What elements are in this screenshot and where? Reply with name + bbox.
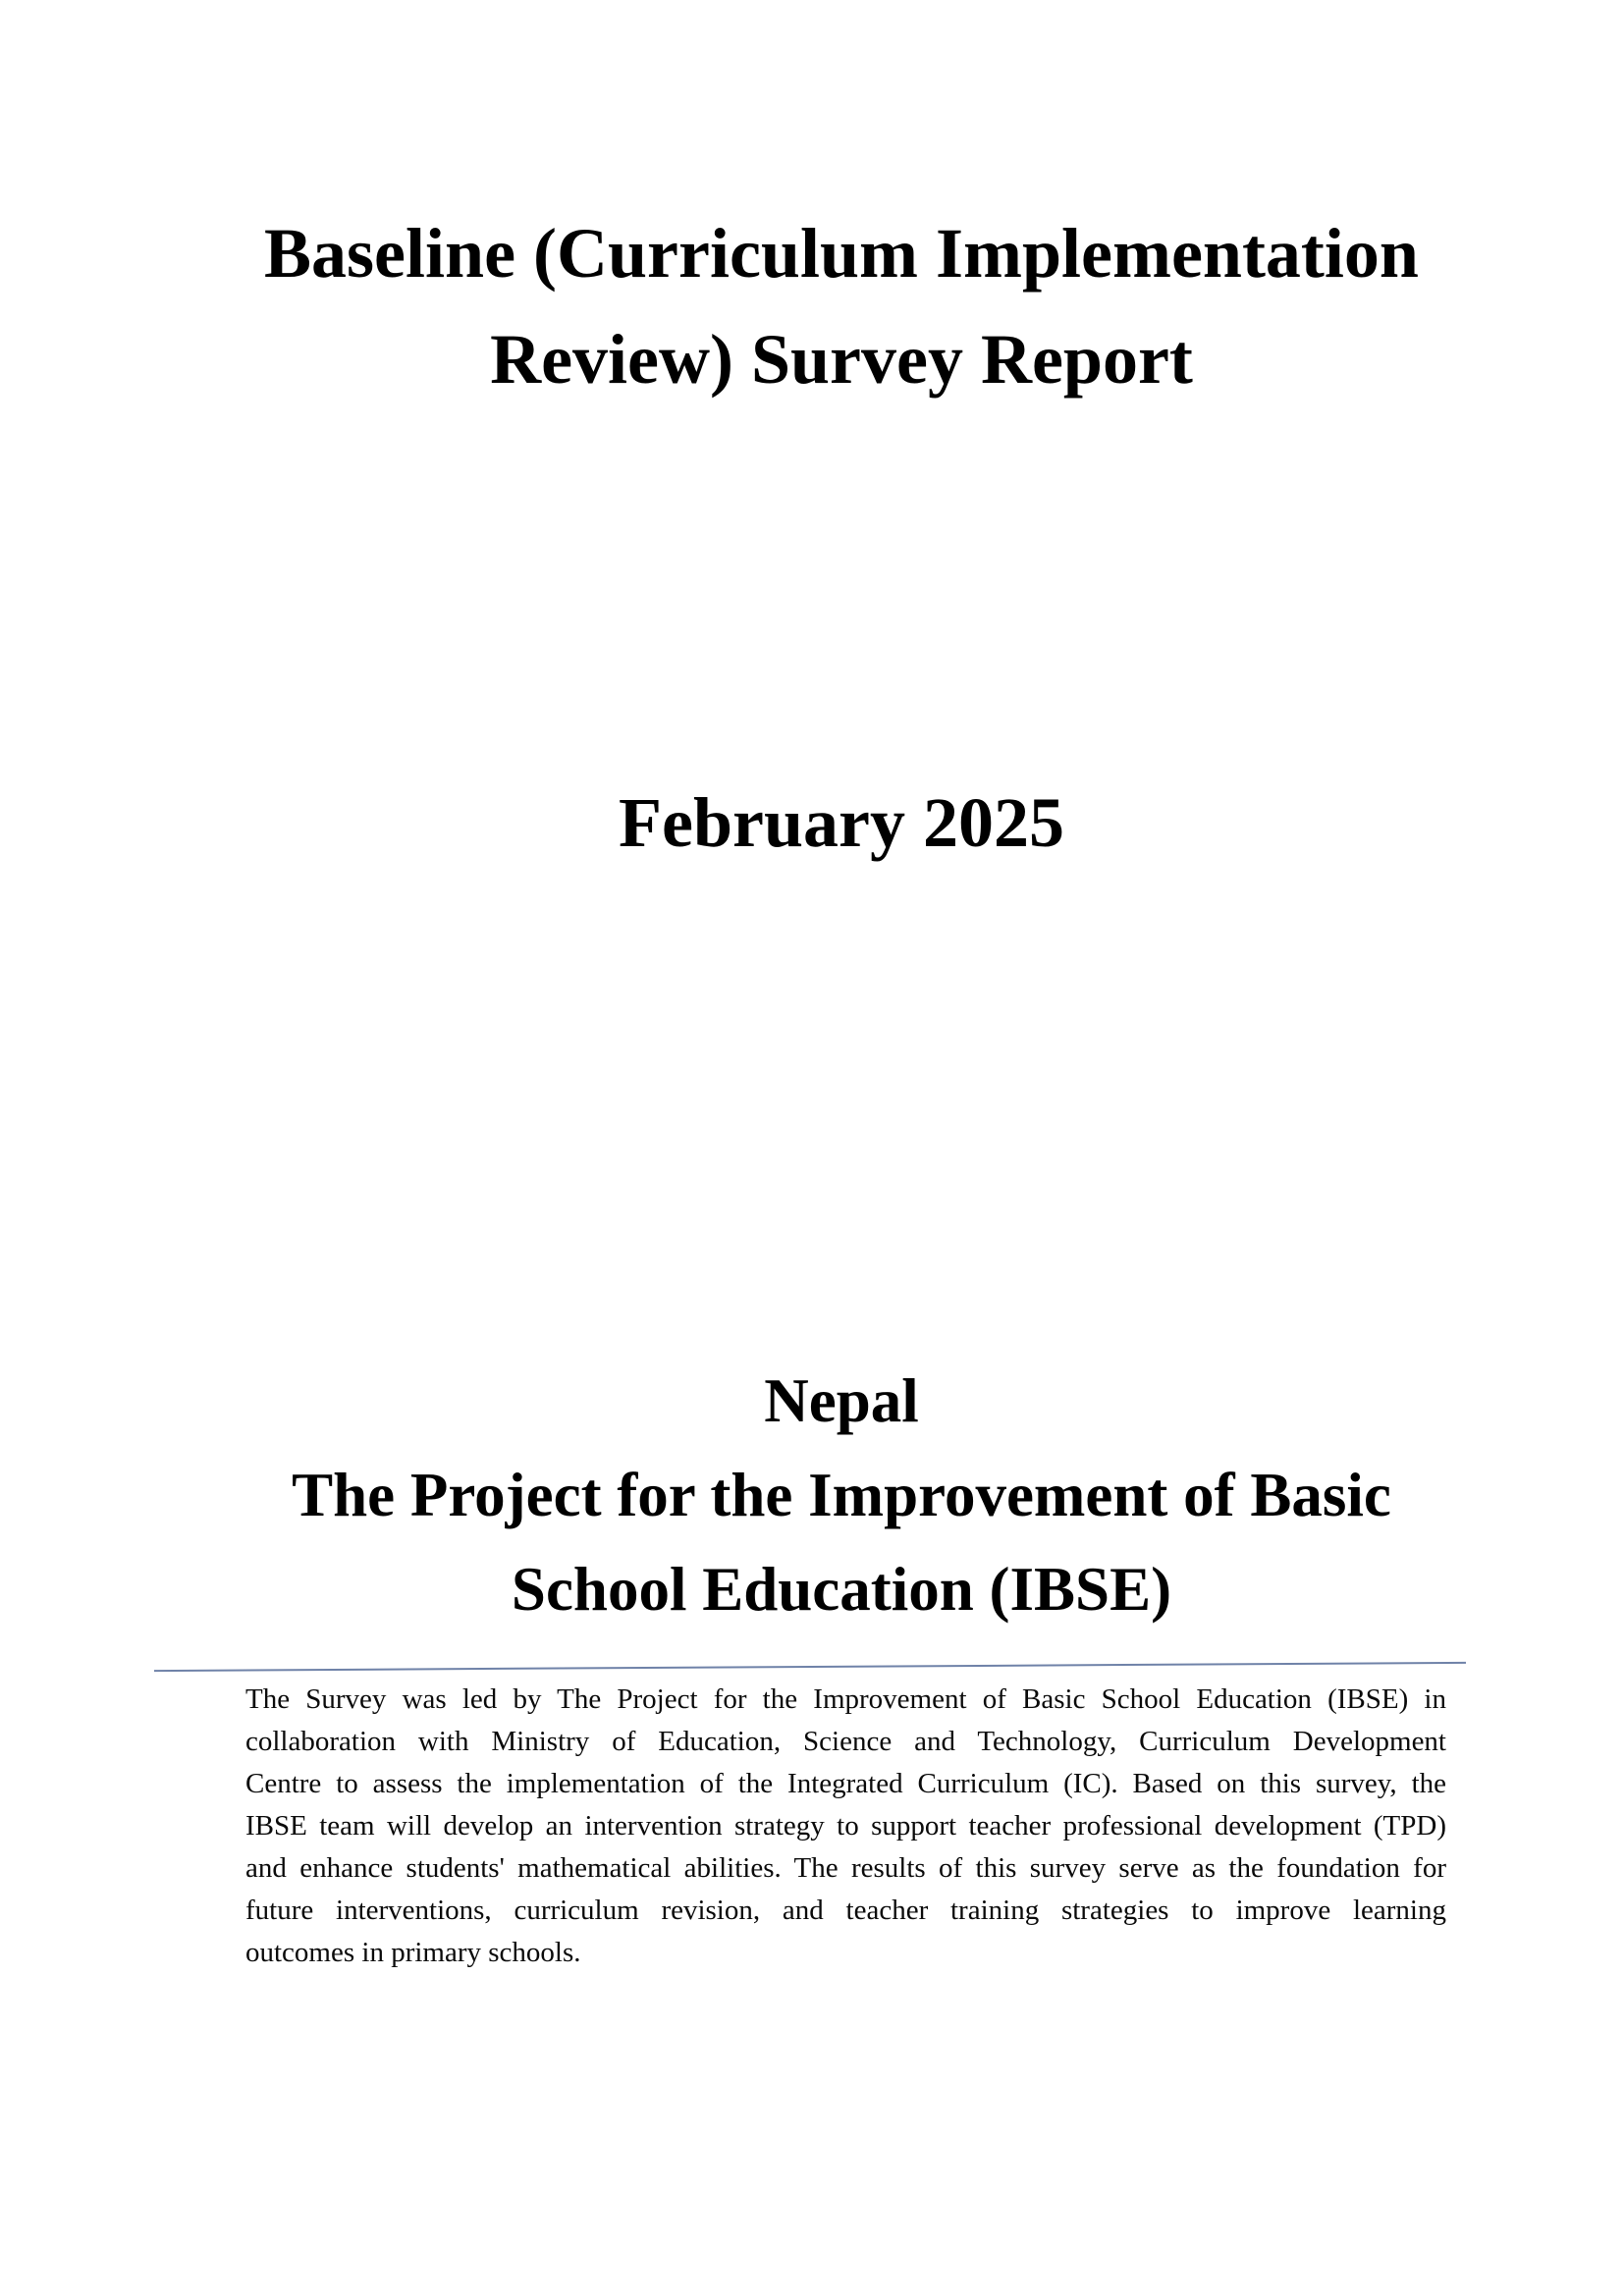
project-name-line-1: The Project for the Improvement of Basic	[292, 1461, 1391, 1529]
summary-line-7: outcomes in primary schools.	[245, 1937, 581, 1968]
summary-line-5: and enhance students' mathematical abilities. The results of this survey serve as the foundation for	[245, 1852, 1446, 1884]
country-name: Nepal	[764, 1366, 919, 1435]
summary-line-1: The Survey was led by The Project for the Improvement of Basic School Education (IBSE) in	[245, 1683, 1446, 1715]
summary-paragraph	[245, 1679, 1446, 1974]
summary-line-6: future interventions, curriculum revision, and teacher training strategies to improve learning	[245, 1895, 1446, 1926]
summary-line-2: collaboration with Ministry of Education, Science and Technology, Curriculum Development	[245, 1726, 1446, 1757]
project-heading	[29, 1354, 1624, 1636]
report-date: February 2025	[619, 783, 1064, 862]
project-name-line-2: School Education (IBSE)	[511, 1555, 1172, 1624]
separator-line	[154, 1662, 1466, 1672]
report-title-line-2: Review) Survey Report	[490, 320, 1193, 399]
summary-line-4: IBSE team will develop an intervention strategy to support teacher professional development (TPD)	[245, 1810, 1446, 1842]
report-title-line-1: Baseline (Curriculum Implementation	[264, 214, 1419, 293]
summary-line-3: Centre to assess the implementation of the Integrated Curriculum (IC). Based on this survey, the	[245, 1768, 1446, 1799]
report-title	[29, 200, 1624, 412]
